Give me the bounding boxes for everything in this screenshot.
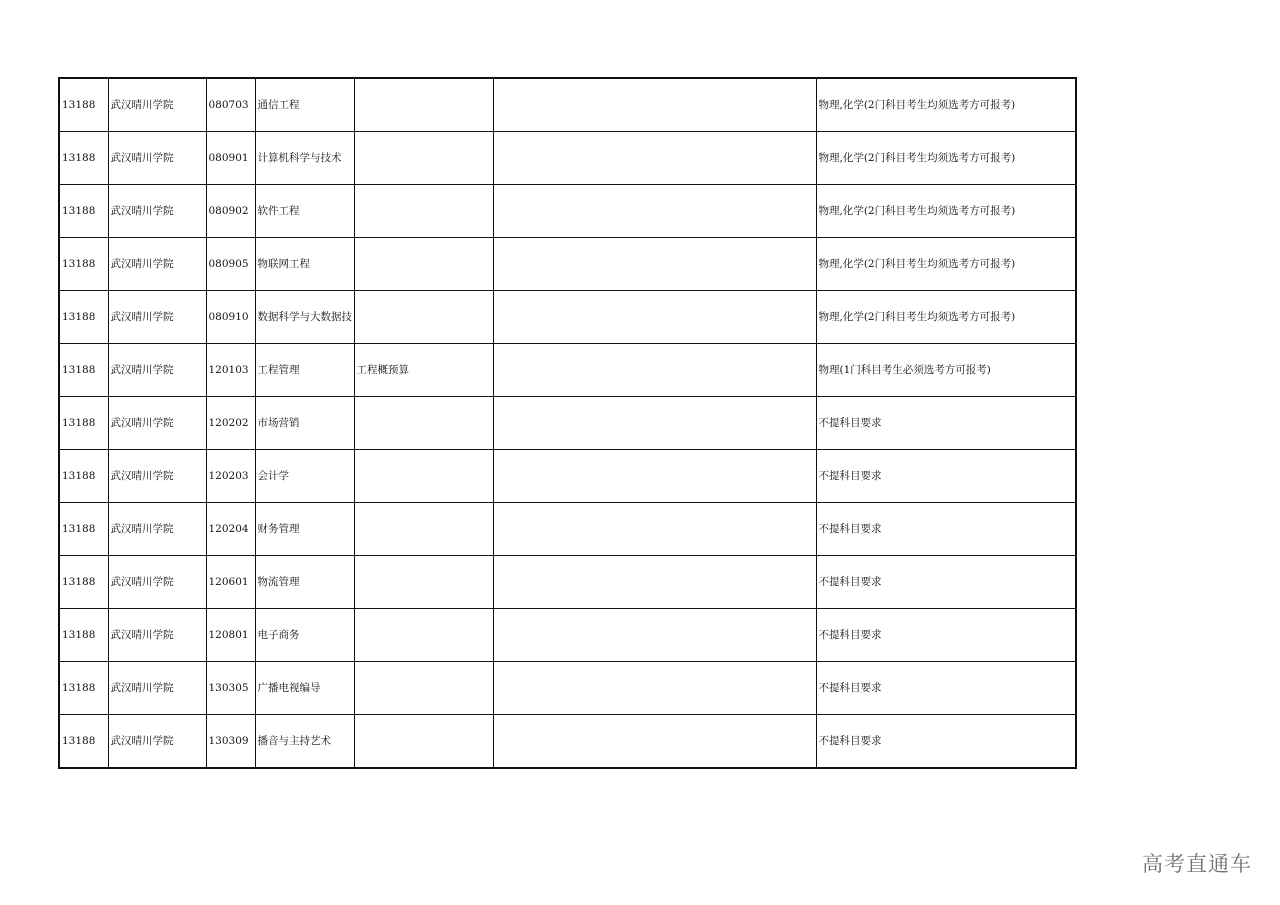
school-code-cell: 13188 bbox=[59, 397, 108, 450]
major-code-cell: 080703 bbox=[206, 78, 255, 132]
notes-cell bbox=[493, 238, 816, 291]
school-code-cell: 13188 bbox=[59, 662, 108, 715]
subject-requirement-cell: 不提科目要求 bbox=[816, 397, 1076, 450]
school-code-cell: 13188 bbox=[59, 185, 108, 238]
major-name-cell: 软件工程 bbox=[255, 185, 354, 238]
major-direction-cell bbox=[354, 556, 493, 609]
major-direction-cell bbox=[354, 503, 493, 556]
subject-requirement-cell: 不提科目要求 bbox=[816, 503, 1076, 556]
major-name-cell: 数据科学与大数据技 bbox=[255, 291, 354, 344]
major-code-cell: 120801 bbox=[206, 609, 255, 662]
major-name-cell: 播音与主持艺术 bbox=[255, 715, 354, 769]
subject-requirement-cell: 物理(1门科目考生必须选考方可报考) bbox=[816, 344, 1076, 397]
notes-cell bbox=[493, 185, 816, 238]
major-name-cell: 通信工程 bbox=[255, 78, 354, 132]
table-row bbox=[59, 450, 1076, 503]
major-name-cell: 物联网工程 bbox=[255, 238, 354, 291]
table-row bbox=[59, 132, 1076, 185]
admission-table-body bbox=[59, 78, 1076, 768]
school-code-cell: 13188 bbox=[59, 238, 108, 291]
major-direction-cell bbox=[354, 450, 493, 503]
major-direction-cell bbox=[354, 291, 493, 344]
school-code-cell: 13188 bbox=[59, 556, 108, 609]
subject-requirement-cell: 物理,化学(2门科目考生均须选考方可报考) bbox=[816, 238, 1076, 291]
school-name-cell: 武汉晴川学院 bbox=[108, 503, 206, 556]
school-name-cell: 武汉晴川学院 bbox=[108, 397, 206, 450]
notes-cell bbox=[493, 556, 816, 609]
notes-cell bbox=[493, 609, 816, 662]
school-code-cell: 13188 bbox=[59, 503, 108, 556]
major-code-cell: 120204 bbox=[206, 503, 255, 556]
school-code-cell: 13188 bbox=[59, 715, 108, 769]
major-code-cell: 120103 bbox=[206, 344, 255, 397]
major-direction-cell bbox=[354, 715, 493, 769]
school-name-cell: 武汉晴川学院 bbox=[108, 78, 206, 132]
major-name-cell: 计算机科学与技术 bbox=[255, 132, 354, 185]
table-row bbox=[59, 78, 1076, 132]
notes-cell bbox=[493, 662, 816, 715]
major-name-cell: 广播电视编导 bbox=[255, 662, 354, 715]
school-name-cell: 武汉晴川学院 bbox=[108, 291, 206, 344]
notes-cell bbox=[493, 344, 816, 397]
table-row bbox=[59, 344, 1076, 397]
school-name-cell: 武汉晴川学院 bbox=[108, 609, 206, 662]
school-name-cell: 武汉晴川学院 bbox=[108, 715, 206, 769]
school-name-cell: 武汉晴川学院 bbox=[108, 344, 206, 397]
major-direction-cell bbox=[354, 662, 493, 715]
major-code-cell: 120203 bbox=[206, 450, 255, 503]
table-row bbox=[59, 503, 1076, 556]
school-code-cell: 13188 bbox=[59, 132, 108, 185]
major-code-cell: 130309 bbox=[206, 715, 255, 769]
table-row bbox=[59, 291, 1076, 344]
major-name-cell: 物流管理 bbox=[255, 556, 354, 609]
school-code-cell: 13188 bbox=[59, 291, 108, 344]
major-direction-cell bbox=[354, 609, 493, 662]
notes-cell bbox=[493, 291, 816, 344]
notes-cell bbox=[493, 78, 816, 132]
table-row bbox=[59, 662, 1076, 715]
table-row bbox=[59, 556, 1076, 609]
major-direction-cell bbox=[354, 397, 493, 450]
major-direction-cell bbox=[354, 78, 493, 132]
subject-requirement-cell: 物理,化学(2门科目考生均须选考方可报考) bbox=[816, 132, 1076, 185]
major-code-cell: 130305 bbox=[206, 662, 255, 715]
subject-requirement-cell: 不提科目要求 bbox=[816, 662, 1076, 715]
school-code-cell: 13188 bbox=[59, 450, 108, 503]
table-row bbox=[59, 715, 1076, 769]
major-code-cell: 120202 bbox=[206, 397, 255, 450]
major-name-cell: 财务管理 bbox=[255, 503, 354, 556]
subject-requirement-cell: 不提科目要求 bbox=[816, 715, 1076, 769]
admission-table bbox=[58, 77, 1077, 769]
major-code-cell: 080910 bbox=[206, 291, 255, 344]
table-row bbox=[59, 185, 1076, 238]
notes-cell bbox=[493, 397, 816, 450]
subject-requirement-cell: 不提科目要求 bbox=[816, 450, 1076, 503]
major-direction-cell bbox=[354, 238, 493, 291]
school-name-cell: 武汉晴川学院 bbox=[108, 238, 206, 291]
school-name-cell: 武汉晴川学院 bbox=[108, 450, 206, 503]
major-code-cell: 080905 bbox=[206, 238, 255, 291]
major-name-cell: 电子商务 bbox=[255, 609, 354, 662]
admission-table-container bbox=[58, 77, 1075, 769]
table-row bbox=[59, 609, 1076, 662]
table-row bbox=[59, 238, 1076, 291]
notes-cell bbox=[493, 715, 816, 769]
major-name-cell: 工程管理 bbox=[255, 344, 354, 397]
watermark-text: 高考直通车 bbox=[1142, 852, 1252, 876]
school-code-cell: 13188 bbox=[59, 609, 108, 662]
major-direction-cell bbox=[354, 132, 493, 185]
major-direction-cell: 工程概预算 bbox=[354, 344, 493, 397]
school-name-cell: 武汉晴川学院 bbox=[108, 132, 206, 185]
subject-requirement-cell: 物理,化学(2门科目考生均须选考方可报考) bbox=[816, 185, 1076, 238]
major-name-cell: 市场营销 bbox=[255, 397, 354, 450]
school-code-cell: 13188 bbox=[59, 344, 108, 397]
major-name-cell: 会计学 bbox=[255, 450, 354, 503]
major-code-cell: 120601 bbox=[206, 556, 255, 609]
major-direction-cell bbox=[354, 185, 493, 238]
notes-cell bbox=[493, 132, 816, 185]
major-code-cell: 080901 bbox=[206, 132, 255, 185]
subject-requirement-cell: 不提科目要求 bbox=[816, 556, 1076, 609]
subject-requirement-cell: 物理,化学(2门科目考生均须选考方可报考) bbox=[816, 78, 1076, 132]
table-row bbox=[59, 397, 1076, 450]
notes-cell bbox=[493, 503, 816, 556]
school-code-cell: 13188 bbox=[59, 78, 108, 132]
school-name-cell: 武汉晴川学院 bbox=[108, 662, 206, 715]
subject-requirement-cell: 不提科目要求 bbox=[816, 609, 1076, 662]
school-name-cell: 武汉晴川学院 bbox=[108, 556, 206, 609]
major-code-cell: 080902 bbox=[206, 185, 255, 238]
school-name-cell: 武汉晴川学院 bbox=[108, 185, 206, 238]
subject-requirement-cell: 物理,化学(2门科目考生均须选考方可报考) bbox=[816, 291, 1076, 344]
notes-cell bbox=[493, 450, 816, 503]
